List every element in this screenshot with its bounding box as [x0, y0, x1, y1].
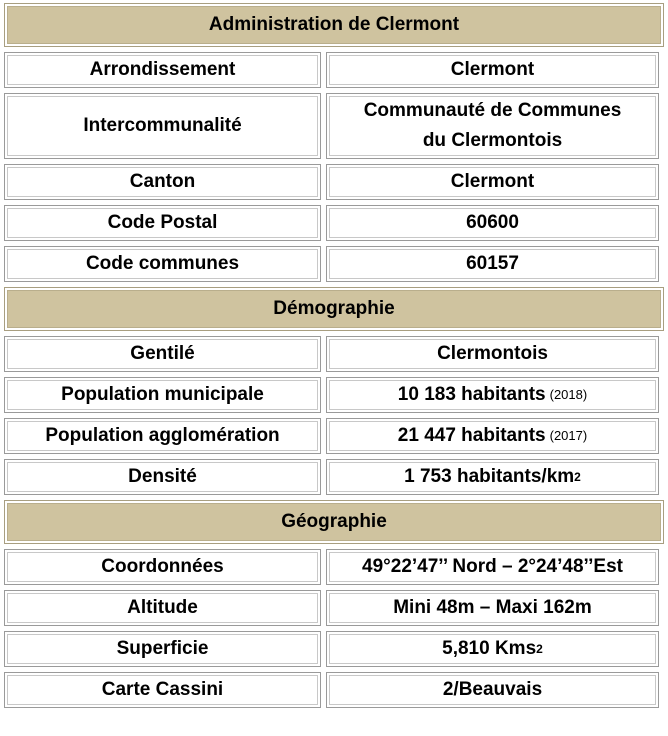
- table-row: [4, 418, 664, 454]
- table-row: [4, 52, 664, 88]
- section-header-demographie: Démographie: [4, 287, 664, 331]
- value-text: 10 183 habitants: [397, 384, 546, 405]
- row-value: 5,810 Kms 2: [326, 631, 659, 667]
- row-value: 60600: [326, 205, 659, 241]
- info-table: [4, 3, 664, 713]
- value-line: Communauté de Communes: [363, 100, 622, 121]
- table-row: [4, 549, 664, 585]
- row-label: Altitude: [4, 590, 321, 626]
- section-header-administration: Administration de Clermont: [4, 3, 664, 47]
- row-value: [326, 418, 659, 454]
- table-row: [4, 672, 664, 708]
- row-label: Code Postal: [4, 205, 321, 241]
- row-label: Population municipale: [4, 377, 321, 413]
- row-label: Coordonnées: [4, 549, 321, 585]
- table-row: [4, 93, 664, 159]
- row-value: 49°22’47’’ Nord – 2°24’48’’Est: [326, 549, 659, 585]
- row-value: 60157: [326, 246, 659, 282]
- row-value: [326, 93, 659, 159]
- year-note: (2018): [549, 387, 588, 402]
- table-row: [4, 336, 664, 372]
- row-label: Carte Cassini: [4, 672, 321, 708]
- row-value: 2/Beauvais: [326, 672, 659, 708]
- row-label: Intercommunalité: [4, 93, 321, 159]
- row-label: Gentilé: [4, 336, 321, 372]
- row-label: Superficie: [4, 631, 321, 667]
- row-value: Mini 48m – Maxi 162m: [326, 590, 659, 626]
- row-label: Code communes: [4, 246, 321, 282]
- row-value: Clermontois: [326, 336, 659, 372]
- row-value: 1 753 habitants/km 2: [326, 459, 659, 495]
- table-row: [4, 164, 664, 200]
- value-text: 5,810 Kms: [442, 638, 537, 659]
- row-value: [326, 377, 659, 413]
- year-note: (2017): [549, 428, 588, 443]
- table-row: [4, 631, 664, 667]
- table-row: [4, 205, 664, 241]
- row-label: Population agglomération: [4, 418, 321, 454]
- row-value: Clermont: [326, 164, 659, 200]
- value-text: 21 447 habitants: [397, 425, 546, 446]
- value-text: 1 753 habitants/km: [404, 466, 575, 487]
- table-row: [4, 377, 664, 413]
- row-label: Arrondissement: [4, 52, 321, 88]
- row-label: Canton: [4, 164, 321, 200]
- value-line: du Clermontois: [422, 130, 563, 151]
- row-label: Densité: [4, 459, 321, 495]
- section-header-geographie: Géographie: [4, 500, 664, 544]
- table-row: [4, 590, 664, 626]
- row-value: Clermont: [326, 52, 659, 88]
- table-row: [4, 246, 664, 282]
- table-row: [4, 459, 664, 495]
